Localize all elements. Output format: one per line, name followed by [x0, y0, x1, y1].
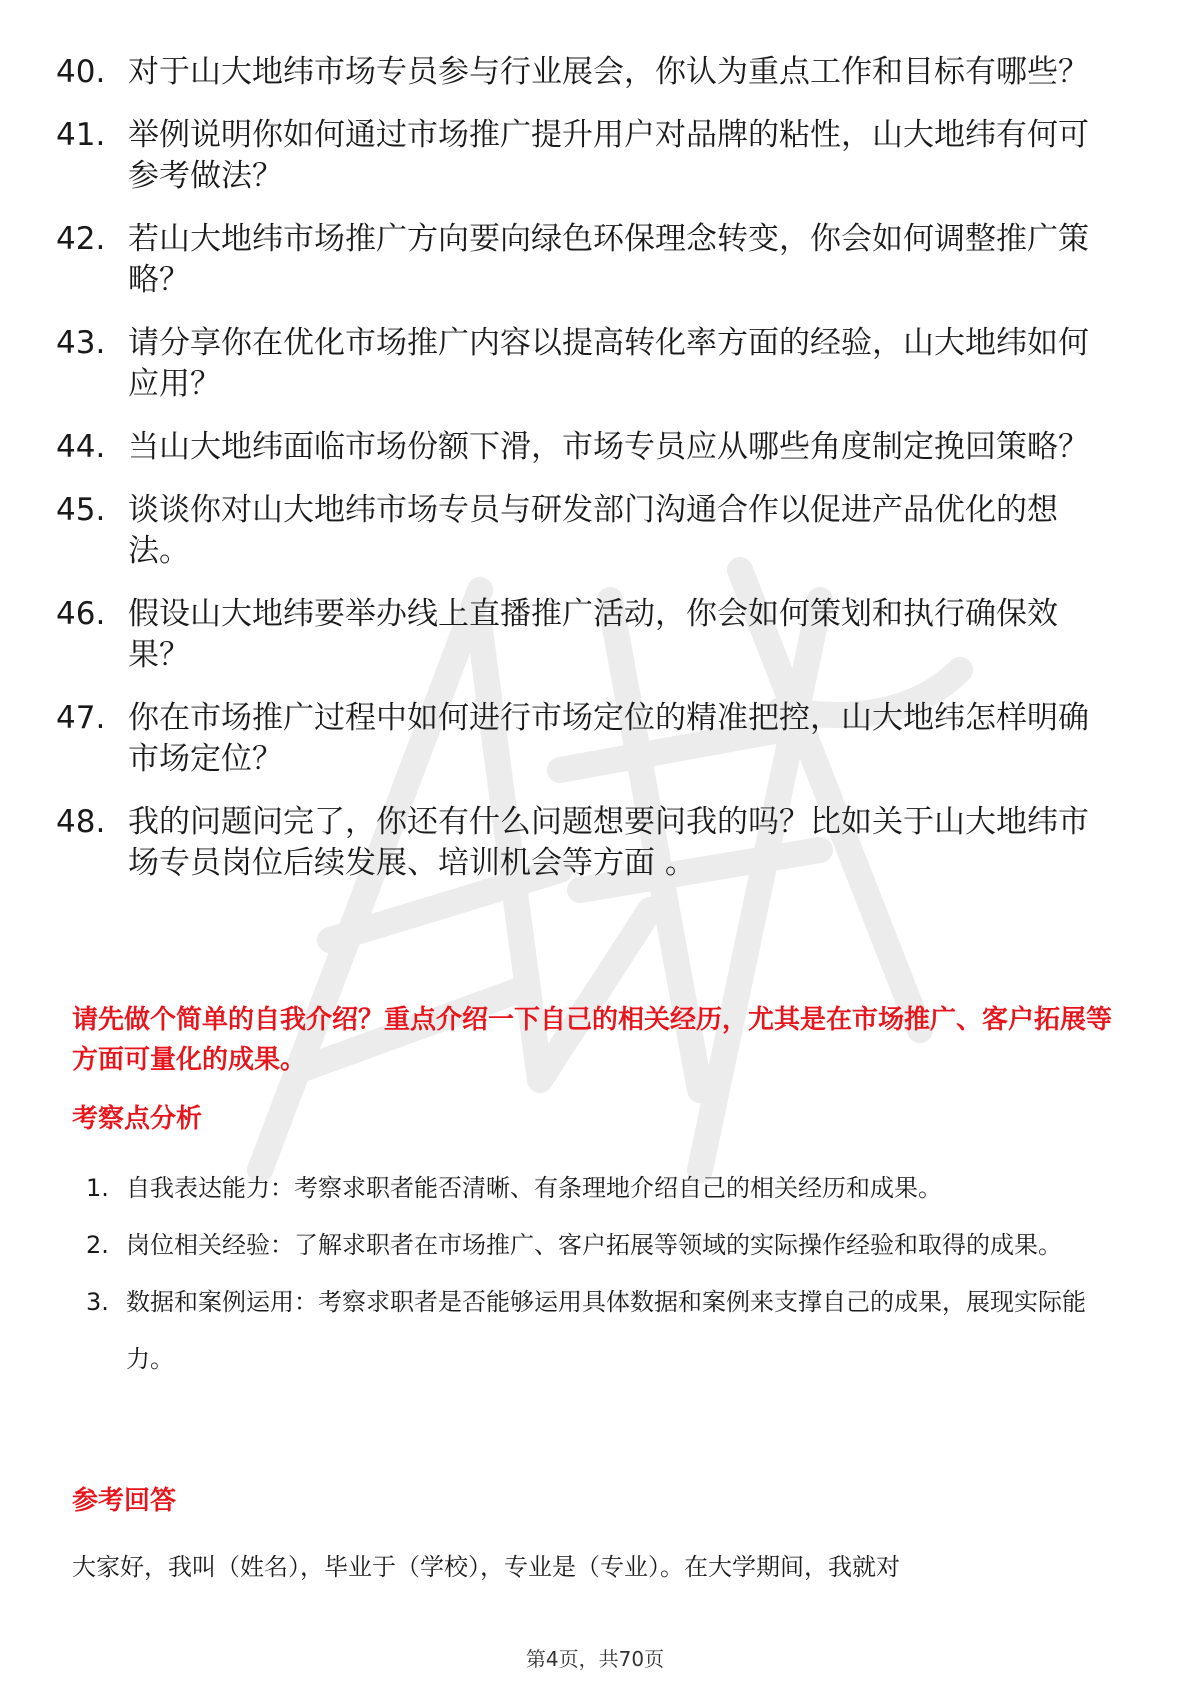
highlight-question: 请先做个简单的自我介绍？重点介绍一下自己的相关经历，尤其是在市场推广、客户拓展等方面可量化的成果。 — [72, 1005, 1113, 1075]
question-item — [0, 594, 1113, 676]
analysis-title: 考察点分析 — [72, 1104, 203, 1134]
question-number: 46. — [56, 596, 106, 632]
answer-text: 大家好，我叫（姓名），毕业于（学校），专业是（专业）。在大学期间，我就对 — [72, 1553, 900, 1581]
question-number: 40. — [56, 54, 106, 90]
question-number: 41. — [56, 117, 106, 153]
page-footer: 第4页，共70页 — [525, 1647, 665, 1671]
question-number: 45. — [56, 492, 106, 528]
analysis-item — [0, 1217, 1116, 1274]
analysis-text: 数据和案例运用：考察求职者是否能够运用具体数据和案例来支撑自己的成果，展现实际能力。 — [126, 1288, 1086, 1373]
question-text: 请分享你在优化市场推广内容以提高转化率方面的经验，山大地纬如何应用？ — [128, 325, 1089, 402]
question-text: 若山大地纬市场推广方向要向绿色环保理念转变，你会如何调整推广策略？ — [128, 221, 1089, 298]
question-item — [0, 698, 1113, 780]
analysis-text: 自我表达能力：考察求职者能否清晰、有条理地介绍自己的相关经历和成果。 — [126, 1174, 942, 1202]
question-item — [0, 427, 1113, 468]
question-number: 47. — [56, 700, 106, 736]
question-number: 43. — [56, 325, 106, 361]
question-item — [0, 52, 1113, 93]
question-text: 你在市场推广过程中如何进行市场定位的精准把控，山大地纬怎样明确市场定位？ — [128, 700, 1089, 777]
analysis-item — [0, 1160, 1116, 1217]
analysis-item — [0, 1274, 1116, 1388]
question-text: 对于山大地纬市场专员参与行业展会，你认为重点工作和目标有哪些？ — [128, 54, 1089, 90]
analysis-list — [0, 1160, 1190, 1388]
question-item — [0, 219, 1113, 301]
analysis-text: 岗位相关经验：了解求职者在市场推广、客户拓展等领域的实际操作经验和取得的成果。 — [126, 1231, 1062, 1259]
analysis-number: 1. — [86, 1174, 109, 1202]
analysis-number: 2. — [86, 1231, 109, 1259]
question-number: 44. — [56, 429, 106, 465]
question-item — [0, 802, 1113, 884]
answer-title: 参考回答 — [72, 1486, 177, 1516]
question-text: 当山大地纬面临市场份额下滑，市场专员应从哪些角度制定挽回策略？ — [128, 429, 1089, 465]
question-text: 假设山大地纬要举办线上直播推广活动，你会如何策划和执行确保效果？ — [128, 596, 1058, 673]
question-list — [0, 52, 1190, 906]
question-text: 举例说明你如何通过市场推广提升用户对品牌的粘性，山大地纬有何可参考做法？ — [128, 117, 1089, 194]
question-item — [0, 490, 1113, 572]
question-text: 谈谈你对山大地纬市场专员与研发部门沟通合作以促进产品优化的想法。 — [128, 492, 1058, 569]
question-item — [0, 323, 1113, 405]
analysis-number: 3. — [86, 1288, 109, 1316]
question-number: 48. — [56, 804, 106, 840]
question-number: 42. — [56, 221, 106, 257]
question-item — [0, 115, 1113, 197]
question-text: 我的问题问完了，你还有什么问题想要问我的吗？比如关于山大地纬市场专员岗位后续发展、培训机会等方面 。 — [128, 804, 1089, 881]
